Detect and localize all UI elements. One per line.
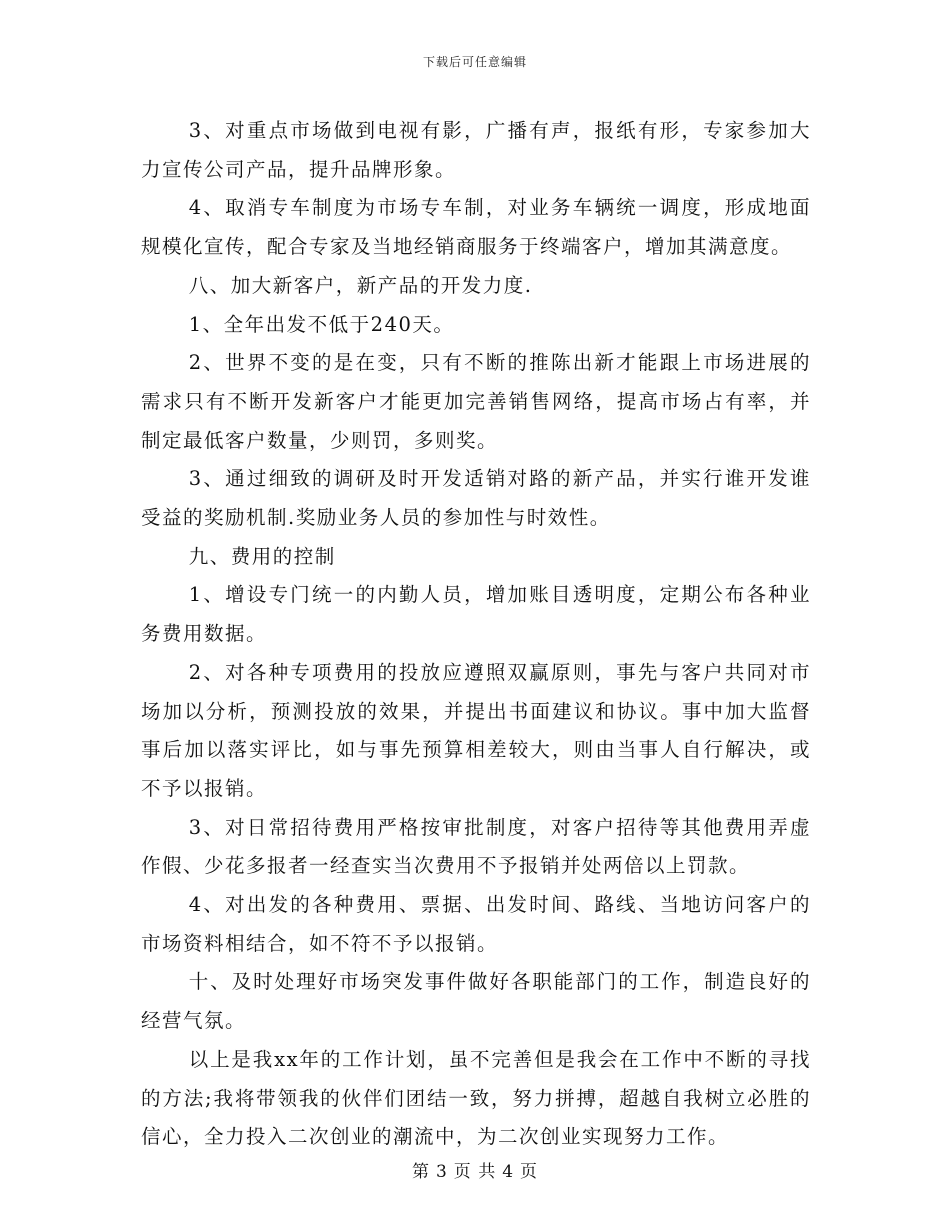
footer-prefix: 第 [411,1162,430,1182]
total-pages-number: 4 [502,1162,515,1182]
paragraph: 2、对各种专项费用的投放应遵照双赢原则，事先与客户共同对市场加以分析，预测投放的效果，并提出书面建议和协议。事中加大监督事后加以落实评比，如与事先预算相差较大，则由当事人自行解决，或不予以报销。 [141,660,811,800]
current-page-number: 3 [435,1162,448,1182]
paragraph: 1、全年出发不低于240天。 [188,312,455,336]
page-header: 下载后可任意编辑 [422,55,527,69]
closing-paragraph: 以上是我xx年的工作计划，虽不完善但是我会在工作中不断的寻找的方法;我将带领我的伙伴们团结一致，努力拼搏，超越自我树立必胜的信心，全力投入二次创业的潮流中，为二次创业实现努力工作。 [141,1047,811,1149]
section-heading: 八、加大新客户，新产品的开发力度. [188,273,533,297]
footer-middle: 页 共 [453,1162,497,1182]
paragraph: 4、对出发的各种费用、票据、出发时间、路线、当地访问客户的市场资料相结合，如不符不予以报销。 [141,893,811,955]
page-footer [0,1157,950,1182]
paragraph: 1、增设专门统一的内勤人员，增加账目透明度，定期公布各种业务费用数据。 [141,583,811,646]
paragraph: 3、对日常招待费用严格按审批制度，对客户招待等其他费用弄虚作假、少花多报者一经查实当次费用不予报销并处两倍以上罚款。 [141,815,811,878]
paragraph: 3、通过细致的调研及时开发适销对路的新产品，并实行谁开发谁受益的奖励机制.奖励业务人员的参加性与时效性。 [141,467,811,530]
footer-suffix: 页 [520,1162,539,1182]
paragraph: 2、世界不变的是在变，只有不断的推陈出新才能跟上市场进展的需求只有不断开发新客户才能更加完善销售网络，提高市场占有率，并制定最低客户数量，少则罚，多则奖。 [141,351,811,452]
paragraph: 4、取消专车制度为市场专车制，对业务车辆统一调度，形成地面规模化宣传，配合专家及当地经销商服务于终端客户，增加其满意度。 [141,196,811,259]
section-heading: 十、及时处理好市场突发事件做好各职能部门的工作，制造良好的经营气氛。 [141,970,811,1033]
section-heading: 九、费用的控制 [188,544,336,568]
document-body [141,112,811,1157]
paragraph: 3、对重点市场做到电视有影，广播有声，报纸有形，专家参加大力宣传公司产品，提升品牌形象。 [141,119,811,181]
